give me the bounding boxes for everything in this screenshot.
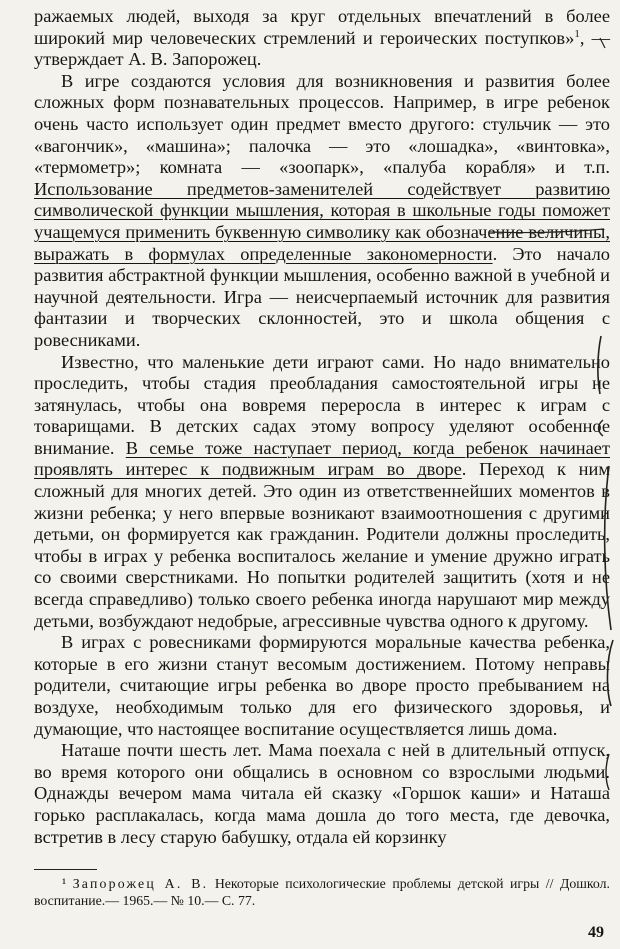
- page-number: 49: [588, 924, 604, 941]
- paragraph-0: [34, 6, 610, 71]
- text-run: . Это начало развития абстрактной функции мышления, особенно важной в учебной и научной деятельности. Игра — неисчерпаемый источник для развития фантазии и творческих склонностей, это и школа общения с ровесниками.: [34, 243, 611, 350]
- paragraph-3: [34, 632, 610, 740]
- underlined-passage: Использование предметов-заменителей содействует развитию символической функции мышления, которая в школьные годы поможет учащемуся применить буквенную символику как обозначение величины, выражать в формулах определенные закономерности: [34, 178, 610, 264]
- underlined-passage: В семье тоже наступает период, когда ребенок начинает проявлять интерес к подвижным играм во дворе: [34, 437, 610, 480]
- footnote: [34, 875, 610, 909]
- text-run: , — утверждает А. В. Запорожец.: [34, 27, 610, 70]
- paragraph-2: [34, 352, 610, 633]
- text-run: . Переход к ним сложный для многих детей. Это один из ответственнейших моментов в жизни ребенка; у него впервые возникают взаимоотношения с другими детьми, он формируется как гражданин. Родители должны проследить, чтобы в играх у ребенка воспиталось желание и умение дружно играть со своими сверстниками. Но попытки родителей защитить (хотя и не всегда справедливо) только своего ребенка иногда нарушают мир между детьми, возбуждают недобрые, агрессивные чувства одного к другому.: [34, 459, 610, 631]
- main-text: [34, 6, 610, 848]
- paragraph-1: [34, 71, 610, 352]
- text-run: В игре создаются условия для возникновения и развития более сложных форм познавательных процессов. Например, в игре ребенок очень часто использует один предмет вместо другого: стульчик — это «вагончик», «машина»; палочка — это «лошадка», «винтовка», «термометр»; комната — «зоопарк», «палуба корабля» и т.п.: [34, 70, 610, 178]
- paragraph-4: [34, 740, 610, 848]
- footnote-separator: [34, 869, 97, 870]
- footnote-marker: ¹: [62, 876, 67, 891]
- text-run: ражаемых людей, выходя за круг отдельных впечатлений в более широкий мир человеческих стремлений и героических поступков»: [34, 6, 610, 48]
- footnote-author: Запорожец А. В.: [72, 876, 209, 891]
- text-run: Наташе почти шесть лет. Мама поехала с ней в длительный отпуск, во время которого они общались в основном со взрослыми людьми. Однажды вечером мама читала ей сказку «Горшок каши» и Наташа горько расплакалась, когда мама дошла до того места, где девочка, встретив в лесу старую бабушку, отдала ей корзинку: [34, 740, 610, 847]
- footnote-reference: 1: [574, 27, 580, 40]
- text-run: В играх с ровесниками формируются моральные качества ребенка, которые в его жизни станут весомым достижением. Потому неправы родители, считающие игры ребенка во дворе просто пребыванием на воздухе, необходимым только для его физического здоровья, и думающие, что настоящее воспитание осуществляется лишь дома.: [34, 632, 610, 739]
- footnote-text: Некоторые психологические проблемы детской игры // Дошкол. воспитание.— 1965.— № 10.— С. 77.: [34, 876, 610, 908]
- text-run: Известно, что маленькие дети играют сами. Но надо внимательно проследить, чтобы стадия преобладания самостоятельной игры не затянулась, чтобы она вовремя переросла в интерес к играм с товарищами. В детских садах этому вопросу уделяют особенное внимание.: [34, 351, 610, 458]
